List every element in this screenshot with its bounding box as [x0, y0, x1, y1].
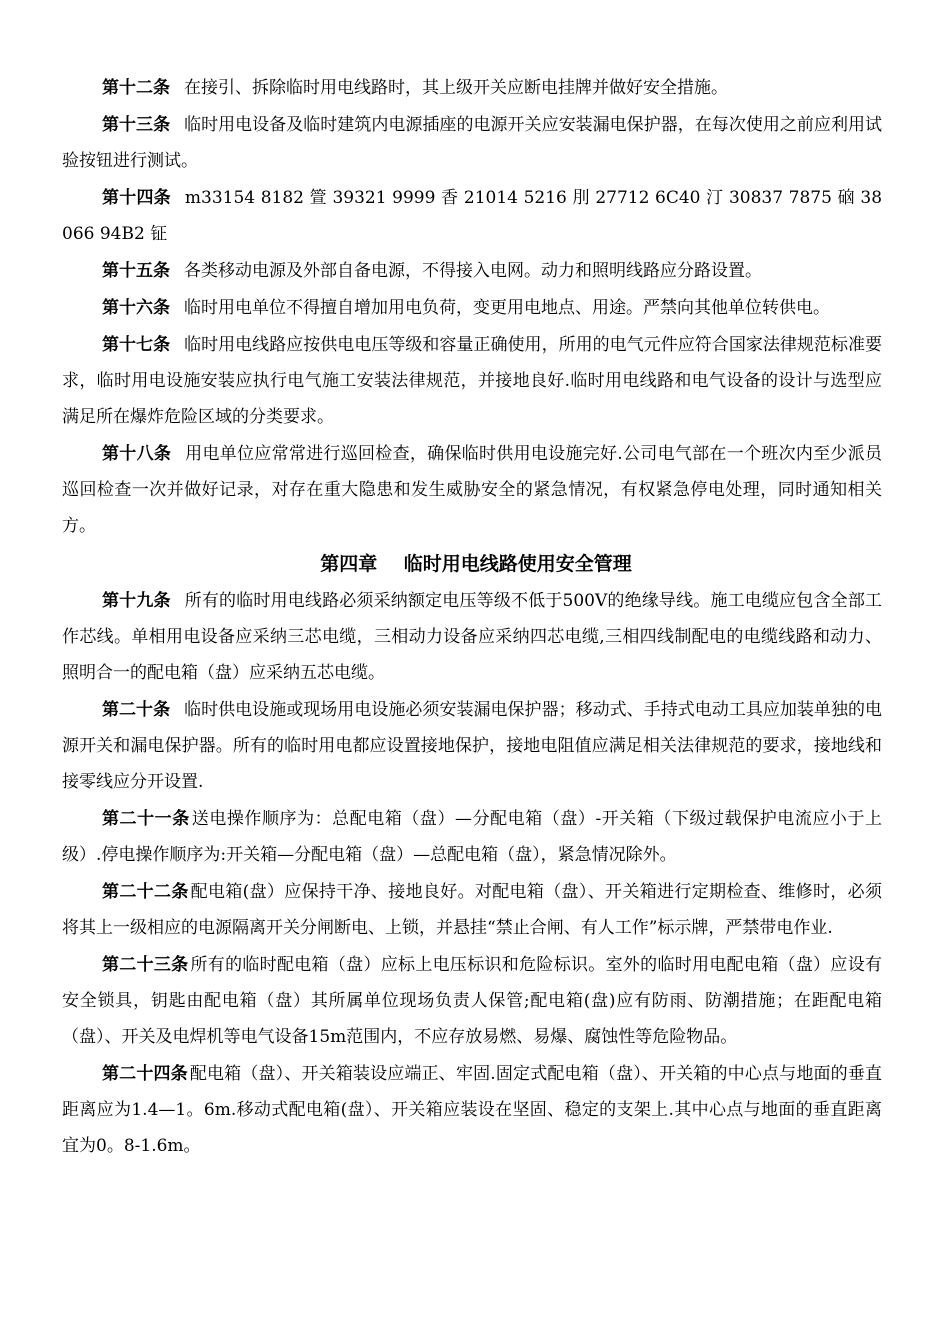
- chapter-number: 第四章: [320, 553, 378, 575]
- article-text: 配电箱（盘）、开关箱装设应端正、牢固.固定式配电箱（盘）、开关箱的中心点与地面的垂直距离应为1.4—1。6m.移动式配电箱(盘）、开关箱应装设在坚固、稳定的支架上.其中心点与地面的垂直距离宜为0。8-1.6m。: [62, 1064, 882, 1156]
- article-text: 在接引、拆除临时用电线路时，其上级开关应断电挂牌并做好安全措施。: [184, 78, 728, 98]
- article-text: 临时供电设施或现场用电设施必须安装漏电保护器；移动式、手持式电动工具应加装单独的电源开关和漏电保护器。所有的临时用电都应设置接地保护，接地电阻值应满足相关法律规范的要求，接地线和接零线应分开设置.: [62, 700, 883, 792]
- article-24: [62, 1056, 882, 1164]
- article-number: 第十九条: [102, 591, 171, 611]
- article-14: [62, 180, 882, 252]
- article-19: [62, 583, 882, 691]
- article-text: 临时用电设备及临时建筑内电源插座的电源开关应安装漏电保护器，在每次使用之前应利用试验按钮进行测试。: [62, 115, 883, 171]
- article-20: [62, 692, 882, 800]
- article-13: [62, 107, 882, 179]
- article-number: 第二十二条: [102, 882, 189, 902]
- article-text: 用电单位应常常进行巡回检查，确保临时供用电设施完好.公司电气部在一个班次内至少派员巡回检查一次并做好记录，对存在重大隐患和发生威胁安全的紧急情况，有权紧急停电处理，同时通知相关方。: [62, 444, 883, 536]
- article-number: 第十八条: [102, 444, 172, 464]
- article-number: 第十二条: [102, 78, 170, 98]
- article-number: 第二十四条: [102, 1064, 188, 1084]
- article-number: 第二十三条: [102, 955, 189, 975]
- article-number: 第二十条: [102, 700, 171, 720]
- article-text: 配电箱(盘）应保持干净、接地良好。对配电箱（盘）、开关箱进行定期检查、维修时，必须将其上一级相应的电源隔离开关分闸断电、上锁，并悬挂“禁止合闸、有人工作”标示牌，严禁带电作业.: [62, 882, 882, 938]
- article-text: 各类移动电源及外部自备电源，不得接入电网。动力和照明线路应分路设置。: [184, 261, 762, 281]
- article-number: 第二十一条: [102, 809, 190, 829]
- article-23: [62, 947, 882, 1055]
- article-16: [62, 290, 882, 326]
- article-number: 第十四条: [102, 188, 171, 208]
- article-text: m33154 8182 箮 39321 9999 香 21014 5216 刖 27712 6C40 汀 30837 7875 硇 38066 94B2 钲: [62, 188, 883, 244]
- article-17: [62, 327, 882, 435]
- article-text: 临时用电单位不得擅自增加用电负荷，变更用电地点、用途。严禁向其他单位转供电。: [184, 298, 830, 318]
- article-text: 送电操作顺序为：总配电箱（盘）—分配电箱（盘）-开关箱（下级过载保护电流应小于上级）.停电操作顺序为:开关箱—分配电箱（盘）—总配电箱（盘），紧急情况除外。: [62, 809, 883, 865]
- article-number: 第十五条: [102, 261, 170, 281]
- chapter-heading: [62, 545, 882, 583]
- document-page: [62, 70, 882, 1165]
- article-text: 所有的临时配电箱（盘）应标上电压标识和危险标识。室外的临时用电配电箱（盘）应设有安全锁具，钥匙由配电箱（盘）其所属单位现场负责人保管;配电箱(盘)应有防雨、防潮措施；在距配电箱（盘）、开关及电焊机等电气设备15m范围内，不应存放易燃、易爆、腐蚀性等危险物品。: [62, 955, 883, 1047]
- article-12: [62, 70, 882, 106]
- article-21: [62, 801, 882, 873]
- article-15: [62, 253, 882, 289]
- article-22: [62, 874, 882, 946]
- article-number: 第十三条: [102, 115, 171, 135]
- article-number: 第十六条: [102, 298, 170, 318]
- article-text: 临时用电线路应按供电电压等级和容量正确使用，所用的电气元件应符合国家法律规范标准要求，临时用电设施安装应执行电气施工安装法律规范，并接地良好.临时用电线路和电气设备的设计与选型应满足所在爆炸危险区域的分类要求。: [62, 335, 883, 427]
- article-number: 第十七条: [102, 335, 171, 355]
- article-18: [62, 436, 882, 544]
- article-text: 所有的临时用电线路必须采纳额定电压等级不低于500V的绝缘导线。施工电缆应包含全部工作芯线。单相用电设备应采纳三芯电缆，三相动力设备应采纳四芯电缆,三相四线制配电的电缆线路和动力、照明合一的配电箱（盘）应采纳五芯电缆。: [62, 591, 882, 683]
- chapter-title: 临时用电线路使用安全管理: [403, 553, 632, 575]
